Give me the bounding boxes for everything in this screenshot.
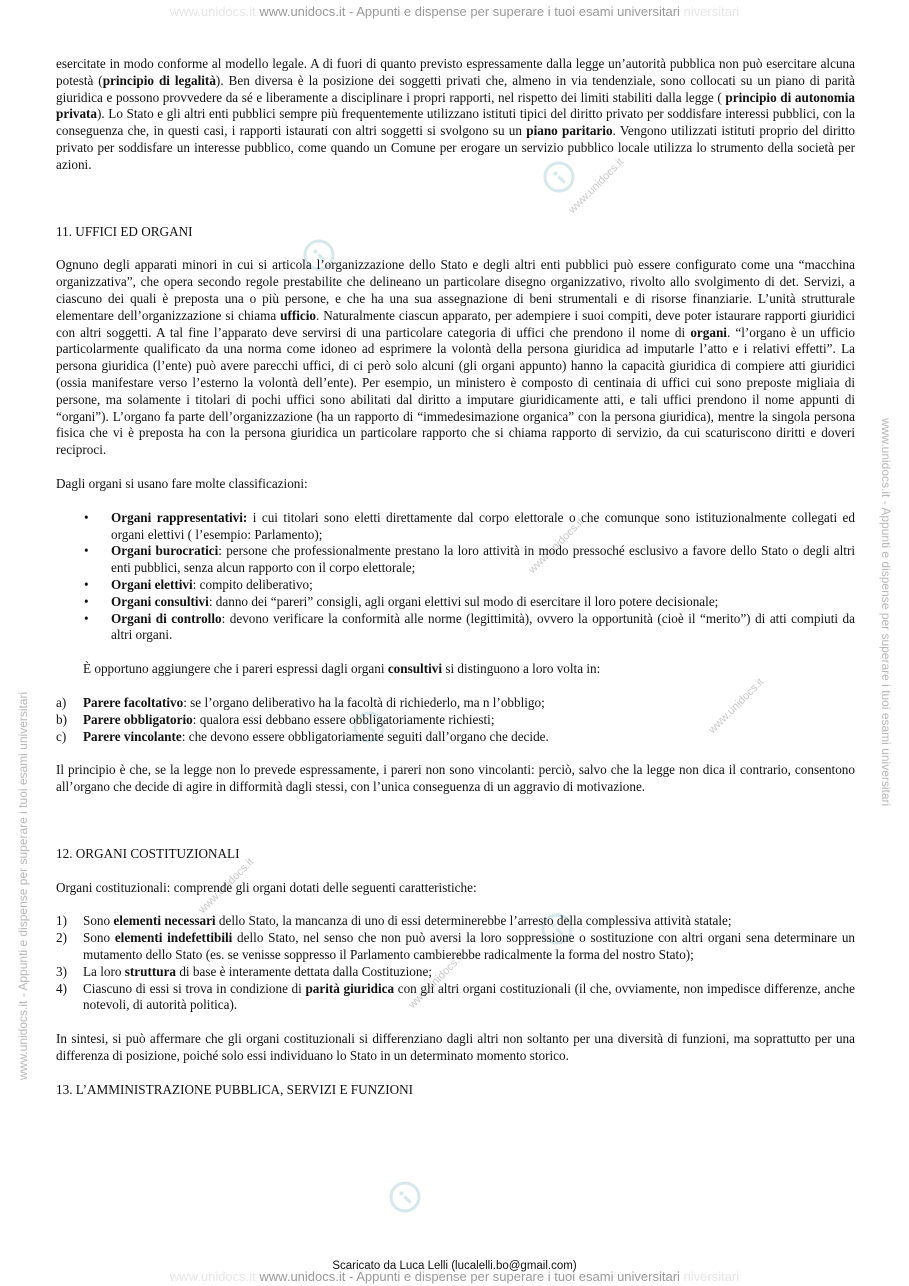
organi-costituzionali-list bbox=[56, 913, 855, 1014]
section-11-heading: 11. UFFICI ED ORGANI bbox=[56, 223, 193, 239]
organi-classification-list bbox=[56, 510, 855, 644]
watermark-diagonal: www.unidocs.it bbox=[706, 676, 767, 736]
section-11-paragraph: Ognuno degli apparati minori in cui si articola l’organizzazione dello Stato e degli altri enti pubblici può essere configurato come una “macchina organizzativa”, che opera secondo regole prestabilite che delineano un particolare disegno organizzativo, rivolto allo svolgimento di det. Servizi, a ciascuno dei quali è preposta una o più persone, e che ha una sua assegnazione di beni strumentali e di risorse finanziarie. L’unità strutturale elementare dell’organizzazione si chiama ufficio. Naturalmente ciascun apparato, per adempiere i suoi compiti, deve poter istaurare rapporti giuridici con altri soggetti. A tal fine l’apparato deve servirsi di una particolare categoria di uffici che prendono il nome di organi. “l’organo è un ufficio particolarmente qualificato da una norma come idoneo ad esprimere la volontà della persona giuridica ad imputarle l’atto e i relativi effetti”. La persona giuridica (l’ente) può avere parecchi uffici, di ci però solo alcuni (gli organi appunto) hanno la capacità giuridica di compiere atti giuridici (ossia manifestare verso l’esterno la volontà dell’ente). Per esempio, un ministero è composto di centinaia di uffici cui sono preposte migliaia di persone, ma solamente i titolari di pochi uffici sono abilitati dal diritto a imputare giuridicamente atti, e tali uffici prendono il nome appunti di “organi”). L’organo fa parte dell’organizzazione (ha un rapporto di “immedesimazione organica” con la persona giuridica), mentre la singola persona fisica che vi è preposta ha con la persona giuridica un particolare rapporto che si chiama rapporto di servizio, da cui scaturiscono diritti e doveri reciproci. bbox=[56, 257, 855, 458]
list-item: a) Parere facoltativo: se l’organo deliberativo ha la facoltà di richiederlo, ma n l’obbligo; bbox=[56, 694, 545, 710]
download-footer: Scaricato da Luca Lelli (lucalelli.bo@gmail.com) bbox=[332, 1260, 577, 1272]
list-item: b) Parere obbligatorio: qualora essi debbano essere obbligatoriamente richiesti; bbox=[56, 711, 495, 727]
list-item: • Organi rappresentativi: i cui titolari sono eletti direttamente dal corpo elettorale o che comunque sono istituzionalmente collegati ed organi elettivi ( l’esempio: Parlamento); bbox=[84, 509, 855, 542]
bold-term: ufficio bbox=[280, 307, 317, 323]
pareri-intro: È opportuno aggiungere che i pareri espressi dagli organi consultivi si distinguono a loro volta in: bbox=[83, 661, 601, 677]
section-12-heading: 12. ORGANI COSTITUZIONALI bbox=[56, 845, 240, 861]
bold-term: principio di legalità bbox=[102, 72, 216, 88]
list-item: 3) La loro struttura di base è interamente dettata dalla Costituzione; bbox=[56, 963, 432, 979]
bold-term: piano paritario bbox=[526, 123, 613, 139]
pareri-list bbox=[56, 695, 855, 745]
intro-paragraph: esercitate in modo conforme al modello legale. A di fuori di quanto previsto espressamente dalla legge un’autorità pubblica non può esercitare alcuna potestà (principio di legalità). Ben diversa è la posizione dei soggetti privati che, almeno in via tendenziale, sono collocati su un piano di parità giuridica e possono provvedere da sé e liberamente a disciplinare i propri rapporti, nel rispetto dei limiti stabiliti dalla legge ( principio di autonomia privata). Lo Stato e gli altri enti pubblici sempre più frequentemente utilizzano istituti tipici del diritto privato per soddisfare interessi pubblici, con la conseguenza che, in questi casi, i rapporti istaurati con altri soggetti si svolgono su un piano paritario. Vengono utilizzati istituti proprio del diritto privato per soddisfare un interesse pubblico, come quando un Comune per erogare un servizio pubblico locale utilizza lo strumento della società per azioni. bbox=[56, 56, 856, 172]
watermark-diagonal: www.unidocs.it bbox=[526, 516, 587, 576]
section-12-intro: Organi costituzionali: comprende gli organi dotati delle seguenti caratteristiche: bbox=[56, 879, 477, 895]
list-item: • Organi consultivi: danno dei “pareri” consigli, agli organi elettivi sul modo di esercitare il loro potere decisionale; bbox=[84, 593, 719, 609]
list-item: 4) Ciascuno di essi si trova in condizione di parità giuridica con gli altri organi costituzionali (il che, ovviamente, non impedisce differenze, anche notevoli, di autorità politica). bbox=[56, 980, 855, 1013]
list-item: • Organi burocratici: persone che professionalmente prestano la loro attività in modo pressoché esclusivo a favore dello Stato o degli altri enti pubblici, senza alcun rapporto con il corpo elettorale; bbox=[84, 543, 855, 576]
classification-intro: Dagli organi si usano fare molte classificazioni: bbox=[56, 475, 308, 491]
list-item: 1) Sono elementi necessari dello Stato, la mancanza di uno di essi determinerebbe l’arresto della complessiva attività statale; bbox=[56, 913, 732, 929]
list-item: • Organi elettivi: compito deliberativo; bbox=[84, 576, 313, 592]
watermark-side-left: www.unidocs.it - Appunti e dispense per superare i tuoi esami universitari bbox=[16, 691, 30, 1080]
watermark-side-right: www.unidocs.it - Appunti e dispense per superare i tuoi esami universitari bbox=[879, 418, 893, 807]
watermark-diagonal: www.unidocs.it bbox=[566, 156, 627, 216]
list-item: • Organi di controllo: devono verificare la conformità alle norme (legittimità), ovvero la opportunità (cioè il “merito”) di atti compiuti da altri organi. bbox=[84, 610, 855, 643]
principio-paragraph: Il principio è che, se la legge non lo prevede espressamente, i pareri non sono vincolanti: perciò, salvo che la legge non dica il contrario, consentono all’organo che decide di agire in difformità dagli stessi, con l’unica conseguenza di un aggravio di motivazione. bbox=[56, 762, 855, 795]
bold-term: parità giuridica bbox=[305, 980, 395, 996]
unidocs-logo-icon bbox=[381, 1173, 429, 1221]
sintesi-paragraph: In sintesi, si può affermare che gli organi costituzionali si differenziano dagli altri non soltanto per una diversità di funzioni, ma soprattutto per una differenza di posizione, poiché solo essi individuano lo Stato in un determinato momento storico. bbox=[56, 1031, 855, 1064]
bold-term: struttura bbox=[124, 963, 177, 979]
section-13-heading: 13. L’AMMINISTRAZIONE PUBBLICA, SERVIZI E FUNZIONI bbox=[56, 1081, 414, 1097]
bold-term: consultivi bbox=[387, 661, 443, 677]
list-item: c) Parere vincolante: che devono essere obbligatoriamente seguiti dall’organo che decide. bbox=[56, 728, 549, 744]
bold-term: organi bbox=[690, 324, 727, 340]
document-body bbox=[56, 56, 855, 1099]
watermark-diagonal: www.unidocs.it bbox=[406, 951, 467, 1011]
bold-term: elementi indefettibili bbox=[114, 930, 233, 946]
watermark-bottom: www.unidocs.it www.unidocs.it - Appunti e dispense per superare i tuoi esami universitari niversitari bbox=[169, 1269, 740, 1284]
list-item: 2) Sono elementi indefettibili dello Stato, nel senso che non può aversi la loro soppressione o sostituzione con altri organi sena determinare un mutamento dello Stato (es. se venisse soppresso il Parlamento cambierebbe radicalmente la forma del nostro Stato); bbox=[56, 930, 856, 963]
watermark-top: www.unidocs.it www.unidocs.it - Appunti e dispense per superare i tuoi esami universitari niversitari bbox=[169, 4, 740, 19]
bold-term: principio di autonomia privata bbox=[56, 89, 855, 122]
bold-term: elementi necessari bbox=[113, 913, 216, 929]
watermark-diagonal: www.unidocs.it bbox=[196, 856, 257, 916]
